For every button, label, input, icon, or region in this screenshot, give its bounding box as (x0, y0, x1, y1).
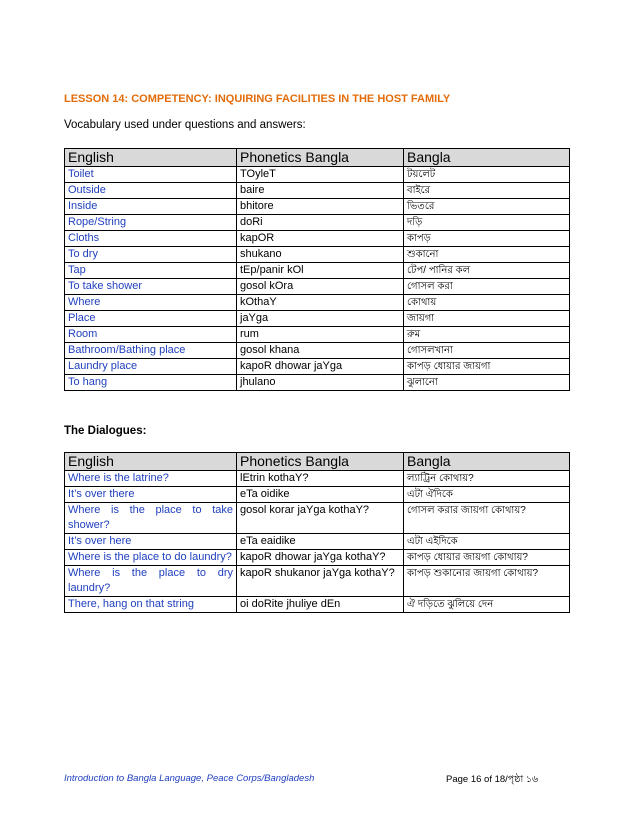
dialogues-title: The Dialogues: (64, 425, 147, 437)
bangla-cell: কাপড় শুকানোর জায়গা কোথায়? (404, 566, 570, 597)
phonetics-cell: baire (237, 183, 404, 199)
table-row (65, 359, 570, 375)
bangla-cell: কোথায় (404, 295, 570, 311)
bangla-cell: গোসল করার জায়গা কোথায়? (404, 503, 570, 534)
table-row (65, 311, 570, 327)
english-cell: Where (65, 295, 237, 311)
table-row (65, 263, 570, 279)
bangla-cell: টয়লেট (404, 167, 570, 183)
table-row (65, 487, 570, 503)
english-cell: There, hang on that string (65, 597, 237, 613)
english-cell: Cloths (65, 231, 237, 247)
english-cell: Where is the place to take shower? (65, 503, 237, 534)
column-header: Phonetics Bangla (237, 453, 404, 471)
table-row (65, 534, 570, 550)
phonetics-cell: jaYga (237, 311, 404, 327)
table-row (65, 215, 570, 231)
english-cell: To dry (65, 247, 237, 263)
column-header: Bangla (404, 149, 570, 167)
table-row (65, 471, 570, 487)
bangla-cell: এটা এইদিকে (404, 534, 570, 550)
english-cell: Place (65, 311, 237, 327)
column-header: English (65, 149, 237, 167)
bangla-cell: ল্যাট্রিন কোথায়? (404, 471, 570, 487)
bangla-cell: গোসলখানা (404, 343, 570, 359)
column-header: Phonetics Bangla (237, 149, 404, 167)
column-header: English (65, 453, 237, 471)
english-cell: Tap (65, 263, 237, 279)
bangla-cell: টেপ/ পানির কল (404, 263, 570, 279)
phonetics-cell: TOyleT (237, 167, 404, 183)
bangla-cell: এটা ঐদিকে (404, 487, 570, 503)
column-header: Bangla (404, 453, 570, 471)
phonetics-cell: kapoR shukanor jaYga kothaY? (237, 566, 404, 597)
bangla-cell: কাপড় ধোয়ার জায়গা (404, 359, 570, 375)
english-cell: Bathroom/Bathing place (65, 343, 237, 359)
table-header-row (65, 453, 570, 471)
phonetics-cell: kOthaY (237, 295, 404, 311)
phonetics-cell: rum (237, 327, 404, 343)
table-row (65, 199, 570, 215)
english-cell: It’s over there (65, 487, 237, 503)
bangla-cell: দড়ি (404, 215, 570, 231)
phonetics-cell: oi doRite jhuliye dEn (237, 597, 404, 613)
table-row (65, 279, 570, 295)
bangla-cell: বাইরে (404, 183, 570, 199)
english-cell: Where is the latrine? (65, 471, 237, 487)
phonetics-cell: tEp/panir kOl (237, 263, 404, 279)
bangla-cell: ভিতরে (404, 199, 570, 215)
table-row (65, 327, 570, 343)
english-cell: Where is the place to do laundry? (65, 550, 237, 566)
table-header-row (65, 149, 570, 167)
table-row (65, 566, 570, 597)
vocab-intro: Vocabulary used under questions and answers: (64, 119, 306, 131)
bangla-cell: রুম (404, 327, 570, 343)
bangla-cell: জায়গা (404, 311, 570, 327)
bangla-cell: ঐ দড়িতে ঝুলিয়ে দেন (404, 597, 570, 613)
table-row (65, 247, 570, 263)
english-cell: Where is the place to dry laundry? (65, 566, 237, 597)
vocabulary-table (64, 148, 570, 391)
table-row (65, 231, 570, 247)
footer-page-number: Page 16 of 18/পৃষ্ঠা ১৬ (446, 774, 539, 785)
phonetics-cell: kapoR dhowar jaYga kothaY? (237, 550, 404, 566)
table-row (65, 550, 570, 566)
phonetics-cell: kapoR dhowar jaYga (237, 359, 404, 375)
english-cell: Inside (65, 199, 237, 215)
footer-course-title: Introduction to Bangla Language, Peace Corps/Bangladesh (64, 773, 315, 784)
phonetics-cell: lEtrin kothaY? (237, 471, 404, 487)
table-row (65, 343, 570, 359)
bangla-cell: শুকানো (404, 247, 570, 263)
phonetics-cell: doRi (237, 215, 404, 231)
phonetics-cell: gosol korar jaYga kothaY? (237, 503, 404, 534)
bangla-cell: ঝুলানো (404, 375, 570, 391)
english-cell: To take shower (65, 279, 237, 295)
english-cell: Outside (65, 183, 237, 199)
table-row (65, 503, 570, 534)
english-cell: To hang (65, 375, 237, 391)
table-row (65, 597, 570, 613)
table-row (65, 375, 570, 391)
bangla-cell: কাপড় ধোয়ার জায়গা কোথায়? (404, 550, 570, 566)
phonetics-cell: eTa eaidike (237, 534, 404, 550)
english-cell: Toilet (65, 167, 237, 183)
table-row (65, 167, 570, 183)
phonetics-cell: shukano (237, 247, 404, 263)
phonetics-cell: gosol kOra (237, 279, 404, 295)
table-row (65, 295, 570, 311)
english-cell: It’s over here (65, 534, 237, 550)
lesson-title: LESSON 14: COMPETENCY: INQUIRING FACILITIES IN THE HOST FAMILY (64, 93, 451, 105)
phonetics-cell: bhitore (237, 199, 404, 215)
dialogues-table (64, 452, 570, 613)
phonetics-cell: gosol khana (237, 343, 404, 359)
english-cell: Room (65, 327, 237, 343)
phonetics-cell: jhulano (237, 375, 404, 391)
bangla-cell: কাপড় (404, 231, 570, 247)
bangla-cell: গোসল করা (404, 279, 570, 295)
phonetics-cell: eTa oidike (237, 487, 404, 503)
phonetics-cell: kapOR (237, 231, 404, 247)
table-row (65, 183, 570, 199)
english-cell: Rope/String (65, 215, 237, 231)
english-cell: Laundry place (65, 359, 237, 375)
